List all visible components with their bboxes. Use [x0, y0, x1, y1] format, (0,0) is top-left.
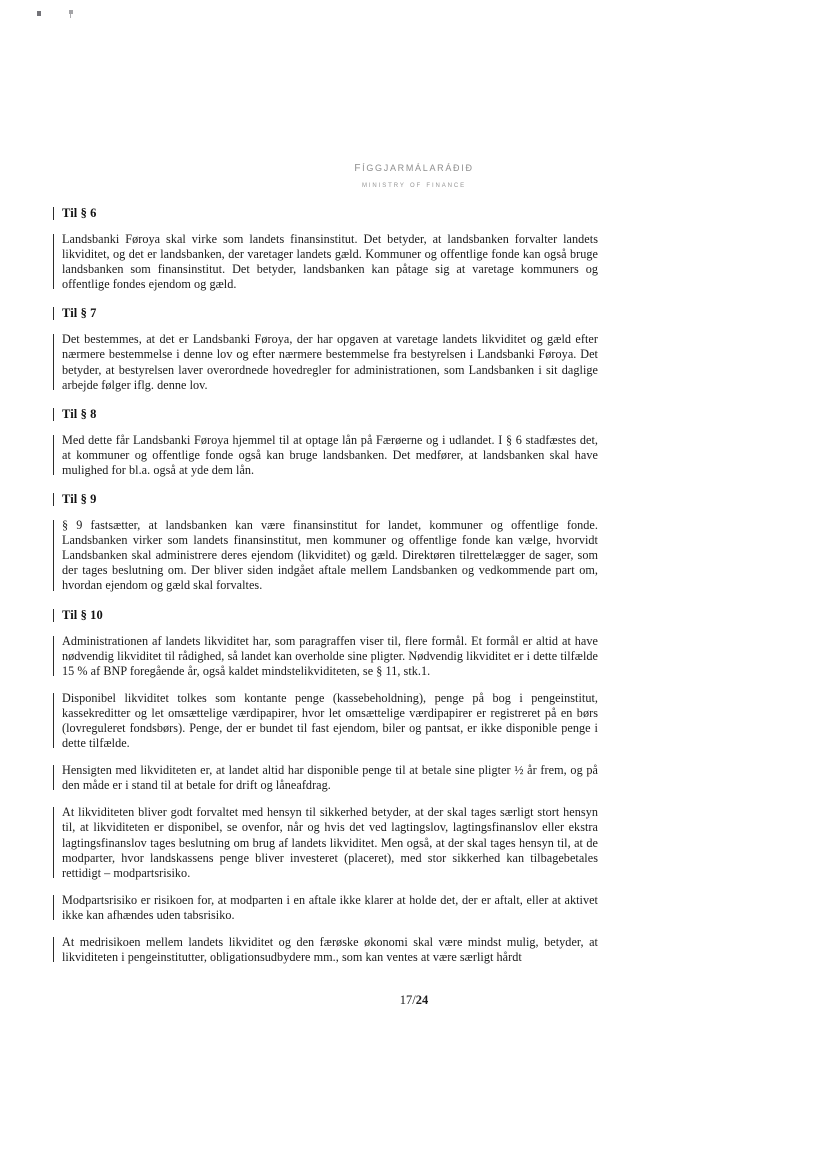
paragraph-block [53, 232, 598, 292]
paragraph-block [53, 893, 598, 923]
body-paragraph: Hensigten med likviditeten er, at landet altid har disponible penge til at betale sine pligter ½ år frem, og på den måde er i stand til at betale for drift og låneafdrag. [62, 763, 598, 793]
ministry-name-english: ministry of finance [361, 179, 467, 190]
section-title: Til § 9 [62, 492, 97, 507]
page-footer [0, 993, 828, 1008]
section-heading-block [53, 306, 598, 321]
letterhead [0, 158, 828, 190]
section-heading-block [53, 608, 598, 623]
page-title: Til § 6 [62, 206, 97, 220]
body-paragraph: Landsbanki Føroya skal virke som landets finansinstitut. Det betyder, at landsbanken forvalter landets likviditet, og det er landsbanken, der varetager landets gæld. Kommuner og offentlige fonde kan også bruge landsbanken som finansinstitut. Det betyder, landsbanken kan påtage sig at varetage kommuners og offentlige fondes ejendom og gæld. [62, 232, 598, 292]
section-heading-block [53, 407, 598, 422]
scan-artifact-dot [37, 11, 41, 16]
ministry-name: fíggjarmálaráðið [354, 159, 474, 175]
footer-current-page: 17 [399, 993, 413, 1007]
paragraph-block [53, 691, 598, 751]
body-paragraph: At medrisikoen mellem landets likviditet og den færøske økonomi skal være mindst mulig, betyder, at likviditeten i pengeinstitutter, obligationsudbydere mm., som kan ventes at være særligt hårdt [62, 935, 598, 965]
section-title: Til § 8 [62, 406, 97, 421]
paragraph-block [53, 935, 598, 965]
body-paragraph: Modpartsrisiko er risikoen for, at modparten i en aftale ikke klarer at holde det, der er aftalt, eller at aktivet ikke kan afhændes uden tabsrisiko. [62, 892, 598, 922]
section-heading-block [53, 492, 598, 507]
paragraph-block [53, 433, 598, 478]
section-heading-block [53, 206, 598, 221]
body-paragraph: § 9 fastsætter, at landsbanken kan være finansinstitut for landet, kommuner og offentlige fonde. Landsbanken virker som landets finansinstitut, men kommuner og offentlige fonde kan vælge, hvorvidt Landsbanken skal administrere deres ejendom (likviditet) og gæld. Direktøren tilrettelægger de sager, som der tages beslutning om. Der bliver siden indgået aftale mellem Landsbanken og vedkommende part om, hvordan ejendom og gæld skal forvaltes. [62, 518, 598, 593]
paragraph-block [53, 763, 598, 793]
footer-separator: / [412, 993, 416, 1007]
scan-artifact-mark [69, 10, 73, 14]
paragraph-block [53, 805, 598, 880]
body-paragraph: Administrationen af landets likviditet har, som paragraffen viser til, flere formål. Et formål er altid at have nødvendig likviditet til rådighed, så landet kan overholde sine pligter. Nødvendig likviditet er i dette tilfælde 15 % af BNP foregående år, også kaldet mindstelikviditeten, se § 11, stk.1. [62, 633, 598, 678]
section-title: Til § 10 [62, 607, 103, 622]
footer-total-pages: 24 [415, 993, 429, 1007]
paragraph-block [53, 332, 598, 392]
section-title: Til § 7 [62, 306, 97, 321]
body-paragraph: Med dette får Landsbanki Føroya hjemmel til at optage lån på Færøerne og i udlandet. I § 6 stadfæstes det, at kommuner og offentlige fonde også kan bruge landsbanken. Det medfører, at landsbanken skal have mulighed for bl.a. også at yde dem lån. [62, 432, 598, 477]
body-paragraph: Disponibel likviditet tolkes som kontante penge (kassebeholdning), penge på bog i pengeinstitut, kassekreditter og let omsættelige værdipapirer, hvor let omsættelige værdipapirer er registreret på en børs (lovreguleret fondsbørs). Penge, der er bundet til fast ejendom, biler og pantsat, er ikke disponible penge i dette tilfælde. [62, 690, 598, 751]
paragraph-block [53, 518, 598, 593]
paragraph-block [53, 634, 598, 679]
document-body [53, 206, 598, 965]
body-paragraph: At likviditeten bliver godt forvaltet med hensyn til sikkerhed betyder, at der skal tages særligt stort hensyn til, at likviditeten er disponibel, se ovenfor, når og hvis det ved lagtingslov, lagtingsfinanslov eller ekstra lagtingsfinanslov tages beslutning om brug af landets likviditet. Men også, at der skal tages hensyn til, at de modparter, hvor landskassens penge bliver investeret (placeret), med stor sikkerhed kan tilbagebetales rettidigt – modpartsrisiko. [62, 805, 598, 880]
body-paragraph: Det bestemmes, at det er Landsbanki Føroya, der har opgaven at varetage landets likviditet og gæld efter nærmere bestemmelse i denne lov og efter nærmere bestemmelse fra bestyrelsen i Landsbanki Føroya. Det betyder, at bestyrelsen laver overordnede hovedregler for administrationen, som Landsbanken i sit daglige arbejde følger iflg. denne lov. [62, 332, 598, 392]
